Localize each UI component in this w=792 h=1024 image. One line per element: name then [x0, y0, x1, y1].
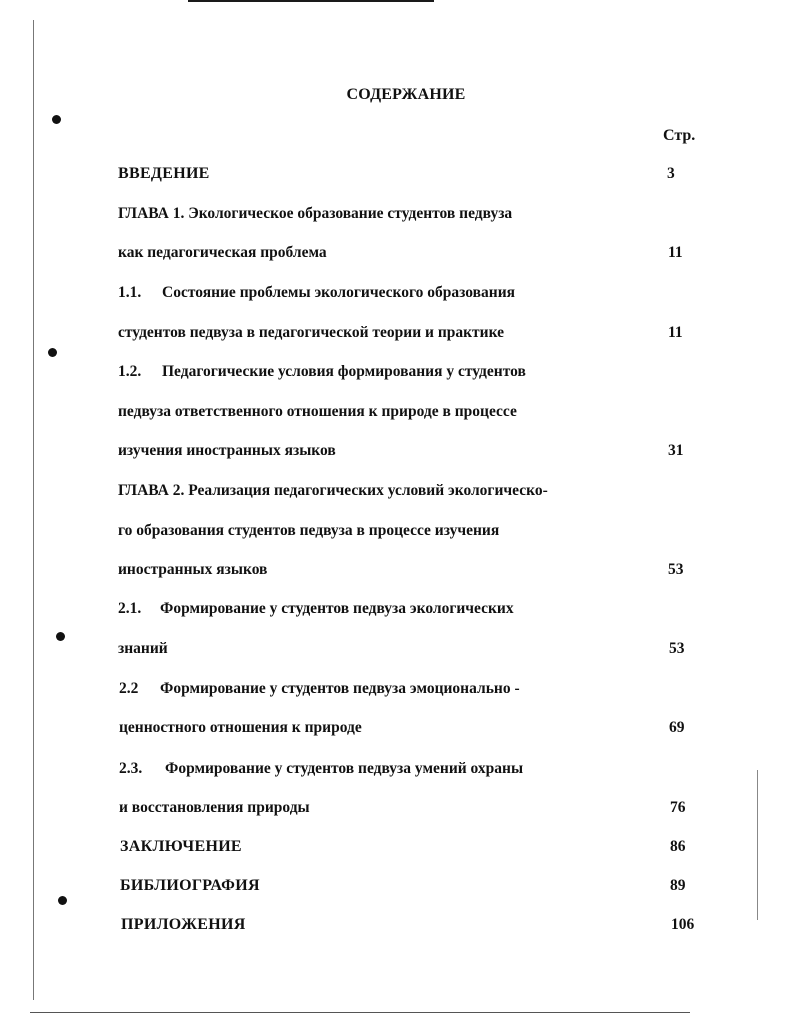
- punch-hole-icon: [48, 348, 57, 357]
- toc-entry-2-3-line1: Формирование у студентов педвуза умений охраны: [165, 760, 524, 777]
- scan-edge-right: [757, 770, 758, 920]
- toc-page-number: 69: [669, 719, 685, 736]
- toc-entry-chapter2-line1: ГЛАВА 2. Реализация педагогических условий экологическо-: [118, 482, 548, 499]
- toc-page-number: 89: [670, 877, 686, 894]
- toc-entry-chapter1-line2: как педагогическая проблема: [118, 244, 327, 261]
- toc-entry-2-3-line2: и восстановления природы: [119, 799, 310, 816]
- toc-page-number: 86: [670, 838, 686, 855]
- toc-entry-1-2-line1: Педагогические условия формирования у студентов: [162, 363, 526, 380]
- toc-page-number: 106: [671, 916, 695, 933]
- toc-entry-2-1-line2: знаний: [118, 640, 168, 657]
- toc-entry-2-2-line2: ценностного отношения к природе: [119, 719, 362, 736]
- toc-section-number: 2.2: [119, 680, 139, 697]
- toc-section-number: 1.1.: [118, 284, 142, 301]
- toc-page-number: 3: [667, 165, 675, 182]
- toc-entry-chapter1-line1: ГЛАВА 1. Экологическое образование студентов педвуза: [118, 205, 513, 222]
- toc-page-number: 31: [668, 442, 684, 459]
- toc-entry-introduction: ВВЕДЕНИЕ: [118, 165, 210, 182]
- toc-entry-1-2-line2: педвуза ответственного отношения к природе в процессе: [118, 403, 517, 420]
- toc-page-number: 11: [668, 244, 683, 261]
- page-title: СОДЕРЖАНИЕ: [346, 86, 466, 103]
- scan-edge-left: [33, 20, 34, 1000]
- toc-page-number: 53: [668, 561, 684, 578]
- scan-edge-top: [188, 0, 434, 2]
- punch-hole-icon: [52, 115, 61, 124]
- punch-hole-icon: [56, 632, 65, 641]
- toc-page-number: 11: [668, 324, 683, 341]
- toc-section-number: 2.3.: [119, 760, 143, 777]
- toc-entry-1-1-line1: Состояние проблемы экологического образования: [162, 284, 516, 301]
- toc-entry-1-1-line2: студентов педвуза в педагогической теории и практике: [118, 324, 505, 341]
- toc-entry-2-2-line1: Формирование у студентов педвуза эмоционально -: [160, 680, 520, 697]
- toc-section-number: 1.2.: [118, 363, 142, 380]
- toc-entry-conclusion: ЗАКЛЮЧЕНИЕ: [120, 838, 242, 855]
- toc-entry-appendices: ПРИЛОЖЕНИЯ: [121, 916, 246, 933]
- page-column-header: Стр.: [663, 127, 696, 144]
- scan-edge-bottom: [30, 1012, 690, 1013]
- toc-entry-chapter2-line3: иностранных языков: [118, 561, 268, 578]
- toc-section-number: 2.1.: [118, 600, 142, 617]
- toc-entry-chapter2-line2: го образования студентов педвуза в процессе изучения: [118, 522, 500, 539]
- punch-hole-icon: [58, 896, 67, 905]
- toc-page-number: 53: [669, 640, 685, 657]
- toc-entry-2-1-line1: Формирование у студентов педвуза экологических: [160, 600, 514, 617]
- toc-page-number: 76: [670, 799, 686, 816]
- toc-entry-bibliography: БИБЛИОГРАФИЯ: [120, 877, 260, 894]
- toc-entry-1-2-line3: изучения иностранных языков: [118, 442, 336, 459]
